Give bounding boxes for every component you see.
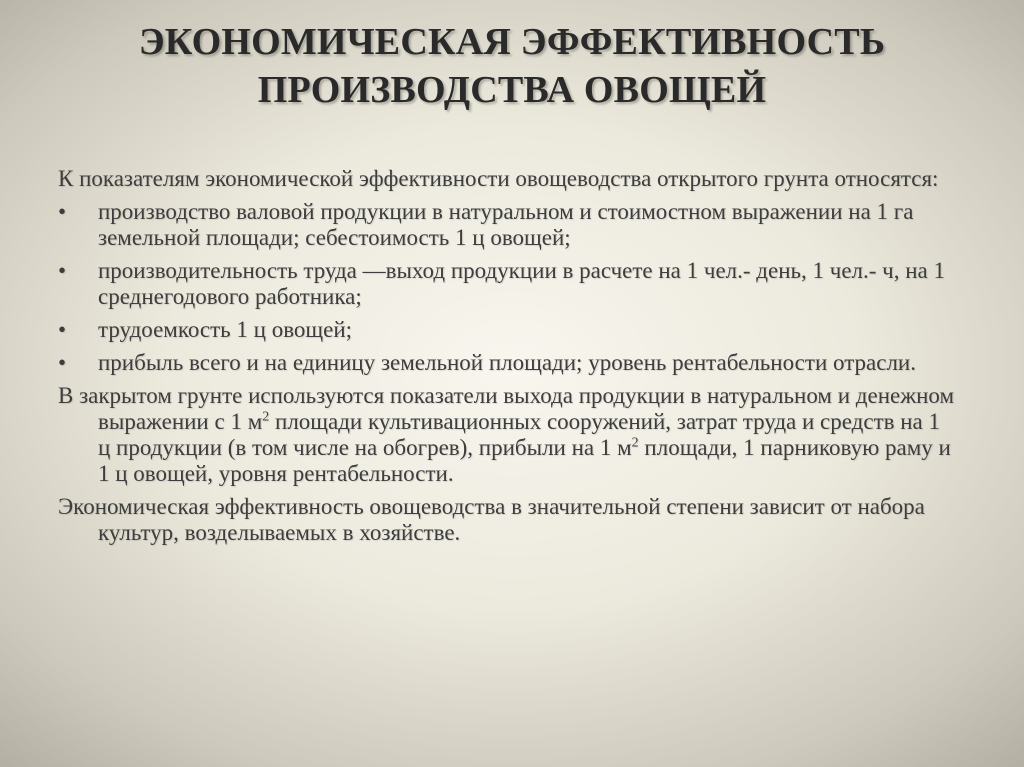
bullet-text: трудоемкость 1 ц овощей; (98, 317, 353, 342)
bullet-marker: • (58, 317, 67, 342)
closed-ground-paragraph (58, 383, 958, 487)
closed-ground-text-3: площади, 1 парниковую раму и 1 ц овощей, уровня рентабельности. (98, 435, 951, 486)
superscript-2: 2 (631, 435, 639, 451)
bullet-marker: • (58, 199, 67, 224)
slide-title-line-1: ЭКОНОМИЧЕСКАЯ ЭФФЕКТИВНОСТЬ (138, 21, 886, 63)
superscript-2: 2 (262, 409, 270, 425)
bullet-item (58, 317, 958, 343)
bullet-marker: • (58, 350, 67, 375)
bullet-text: производство валовой продукции в натуральном и стоимостном выражении на 1 га земельной площади; себестоимость 1 ц овощей; (98, 199, 914, 250)
slide-body (58, 166, 958, 553)
bullet-item (58, 199, 958, 251)
closed-ground-text-2: площади культивационных сооружений, затрат труда и средств на 1 ц продукции (в том числе на обогрев), прибыли на 1 м (98, 409, 940, 460)
bullet-text: прибыль всего и на единицу земельной площади; уровень рентабельности отрасли. (98, 350, 916, 375)
conclusion-paragraph: Экономическая эффективность овощеводства в значительной степени зависит от набора культур, возделываемых в хозяйстве. (58, 494, 925, 545)
bullet-text: производительность труда —выход продукции в расчете на 1 чел.- день, 1 чел.- ч, на 1 среднегодового работника; (98, 258, 946, 309)
bullet-item (58, 258, 958, 310)
intro-paragraph: К показателям экономической эффективности овощеводства открытого грунта относятся: (58, 166, 939, 191)
bullet-item (58, 350, 958, 376)
slide-title (40, 18, 984, 114)
bullet-marker: • (58, 258, 67, 283)
closed-ground-text-1: В закрытом грунте используются показатели выхода продукции в натуральном и денежном выражении с 1 м (58, 383, 955, 434)
slide-title-line-2: ПРОИЗВОДСТВА ОВОЩЕЙ (257, 69, 767, 111)
